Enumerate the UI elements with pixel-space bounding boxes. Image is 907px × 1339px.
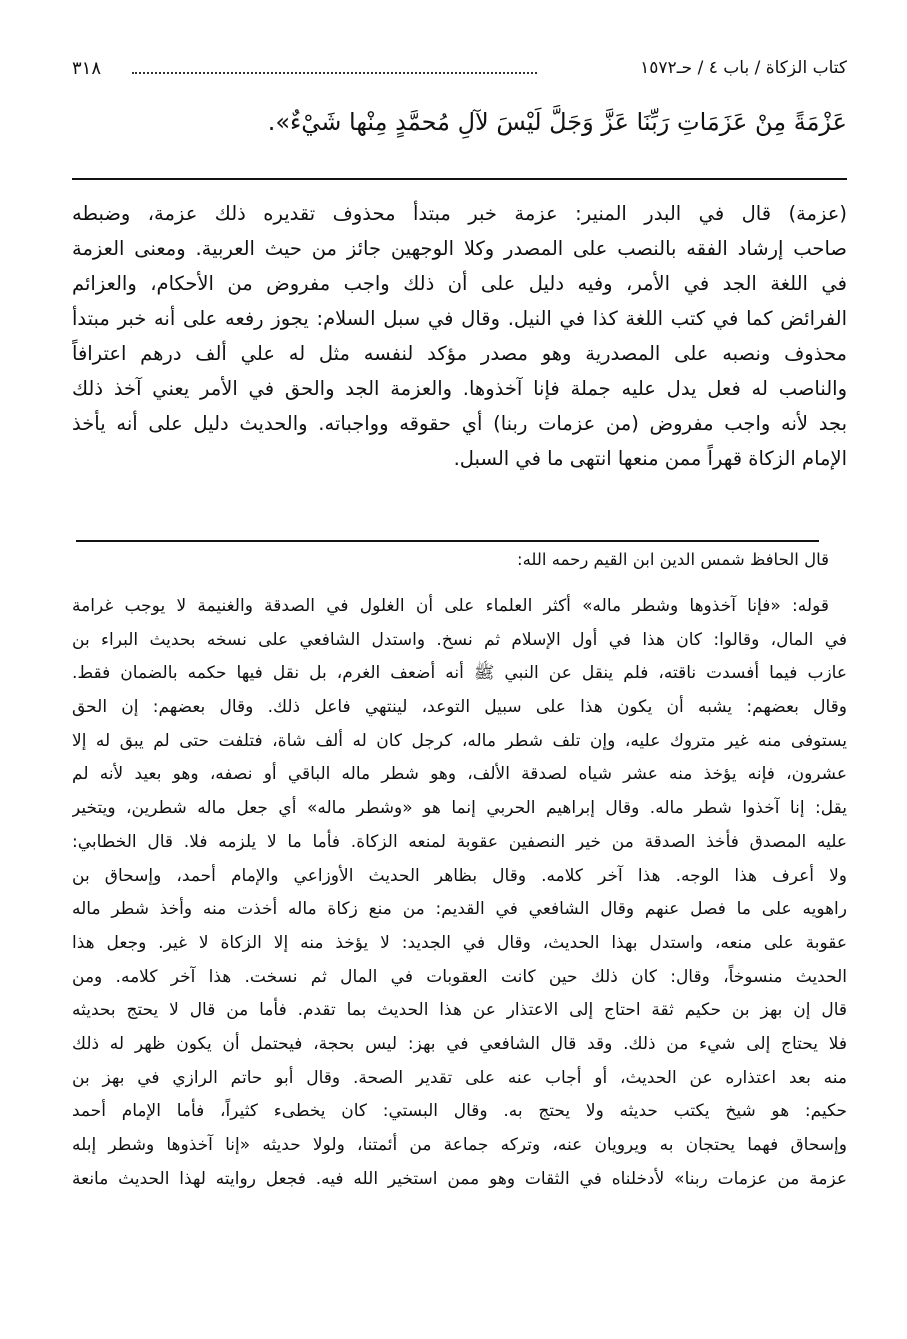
ibn-qayyim-line: منه بعد اعتذاره عن الحديث، أو أجاب عنه على تقدير الصحة. وقال أبو حاتم الرازي في بهز بن xyxy=(72,1067,847,1088)
commentary-line: الإمام الزكاة قهراً ممن منعها انتهى ما في السبل. xyxy=(453,447,847,470)
ibn-qayyim-heading: قال الحافظ شمس الدين ابن القيم رحمه الله: xyxy=(517,550,829,569)
ibn-qayyim-line: فلا يحتاج إلى شيء من ذلك. وقد قال الشافعي في بهز: ليس بحجة، فيحتمل أن يكون ظهر له ذلك xyxy=(72,1033,847,1054)
page-number: ٣١٨ xyxy=(72,58,102,79)
ibn-qayyim-line: يقل: إنا آخذوا شطر ماله. وقال إبراهيم الحربي إنما هو «وشطر ماله» أي جعل ماله شطرين، ويتخير xyxy=(72,798,847,819)
commentary-line: في اللغة الجد في الأمر، وفيه دليل على أن ذلك واجب مفروض من الأحكام، والعزائم xyxy=(72,272,847,295)
ibn-qayyim-line: يستوفى منه غير متروك عليه، وإن تلف شطر ماله، كرجل كان له ألف شاة، فتلفت حتى لم يبق له إلا xyxy=(72,730,847,751)
commentary-line: (عزمة) قال في البدر المنير: عزمة خبر مبتدأ محذوف تقديره ذلك عزمة، وضبطه xyxy=(72,202,847,225)
running-header xyxy=(72,58,847,88)
ibn-qayyim-line: في المال، وقالوا: كان هذا في أول الإسلام ثم نسخ. واستدل الشافعي على نسخه بحديث البراء بن xyxy=(72,629,847,650)
commentary-section xyxy=(72,196,847,476)
ibn-qayyim-section xyxy=(72,590,847,1196)
ibn-qayyim-line: وقال بعضهم: يشبه أن يكون هذا على سبيل التوعد، لينتهي فاعل ذلك. وقال بعضهم: إن الحق xyxy=(72,697,847,718)
ibn-qayyim-line: عازب فيما أفسدت ناقته، فلم ينقل عن النبي ﷺ أنه أضعف الغرم، بل نقل فيها حكمه بالضمان فقط. xyxy=(72,663,847,684)
ibn-qayyim-line: عشرون، فإنه يؤخذ منه عشر شياه لصدقة الألف، وهو شطر ماله الباقي أو نصفه، وهو بعيد لأنه لم xyxy=(72,764,847,785)
commentary-line: صاحب إرشاد الفقه بالنصب على المصدر وكلا الوجهين جائز من حيث العربية. ومعنى العزمة xyxy=(72,237,847,260)
commentary-line: والناصب له فعل يدل عليه جملة فإنا آخذوها. والعزمة الجد والحق في الأمر يعني آخذ ذلك xyxy=(72,377,847,400)
hadith-text: عَزْمَةً مِنْ عَزَمَاتِ رَبِّنَا عَزَّ وَجَلَّ لَيْسَ لآلِ مُحمَّدٍ مِنْها شَيْءٌ». xyxy=(267,108,847,136)
commentary-line: الفرائض كما في كتب اللغة كذا في النيل. وقال في سبل السلام: يجوز رفعه على أنه خبر مبتدأ xyxy=(72,307,847,330)
ibn-qayyim-line: عزمة من عزمات ربنا» لأدخلناه في الثقات وهو ممن استخير الله فيه. فجعل روايته لهذا الحديث مانعة xyxy=(72,1168,847,1189)
ibn-qayyim-line: وإسحاق فهما يحتجان به ويرويان عنه، وتركه جماعة من أئمتنا، ولولا حديثه «إنا آخذوها وشطر إبله xyxy=(72,1135,847,1155)
ibn-qayyim-line: عليه المصدق فأخذ الصدقة من خير النصفين عقوبة لمنعه الزكاة. فأما ما لا يلزمه فلا. قال الخطابي: xyxy=(72,831,847,852)
leader-dots xyxy=(132,72,537,74)
ibn-qayyim-line: الحديث منسوخاً، وقال: كان ذلك حين كانت العقوبات في المال ثم نسخت. هذا آخر كلامه. ومن xyxy=(72,966,847,987)
commentary-line: بجد لأنه واجب مفروض (من عزمات ربنا) أي حقوقه وواجباته. والحديث دليل على أنه يأخذ xyxy=(72,412,847,435)
commentary-line: محذوف ونصبه على المصدرية وهو مصدر مؤكد لنفسه مثل له علي ألف درهم اعترافاً xyxy=(72,342,847,365)
running-title: كتاب الزكاة / باب ٤ / حـ١٥٧٢ xyxy=(640,58,847,78)
ibn-qayyim-line: راهويه على ما فصل عنهم وقال الشافعي في القديم: من منع زكاة ماله أخذت منه وأخذ شطر ماله xyxy=(72,899,847,920)
ibn-qayyim-line: حكيم: هو شيخ يكتب حديثه ولا يحتج به. وقال البستي: كان يخطىء كثيراً، فأما الإمام أحمد xyxy=(72,1101,847,1122)
ibn-qayyim-line: ولا أعرف هذا الوجه. هذا آخر كلامه. وقال بظاهر الحديث الأوزاعي والإمام أحمد، وإسحاق بن xyxy=(72,865,847,886)
divider-top xyxy=(72,178,847,180)
ibn-qayyim-line: قوله: «فإنا آخذوها وشطر ماله» أكثر العلماء على أن الغلول في الصدقة والغنيمة لا يوجب غرامة xyxy=(72,596,829,616)
ibn-qayyim-line: عقوبة على منعه، واستدل بهذا الحديث، وقال في الجديد: لا يؤخذ منه إلا الزكاة لا غير. وجعل هذا xyxy=(72,932,847,953)
divider-middle xyxy=(76,540,819,542)
ibn-qayyim-line: قال إن بهز بن حكيم ثقة احتاج إلى الاعتذار عن هذا الحديث بما تقدم. فأما من قال لا يحتج بحديثه xyxy=(72,1000,847,1021)
